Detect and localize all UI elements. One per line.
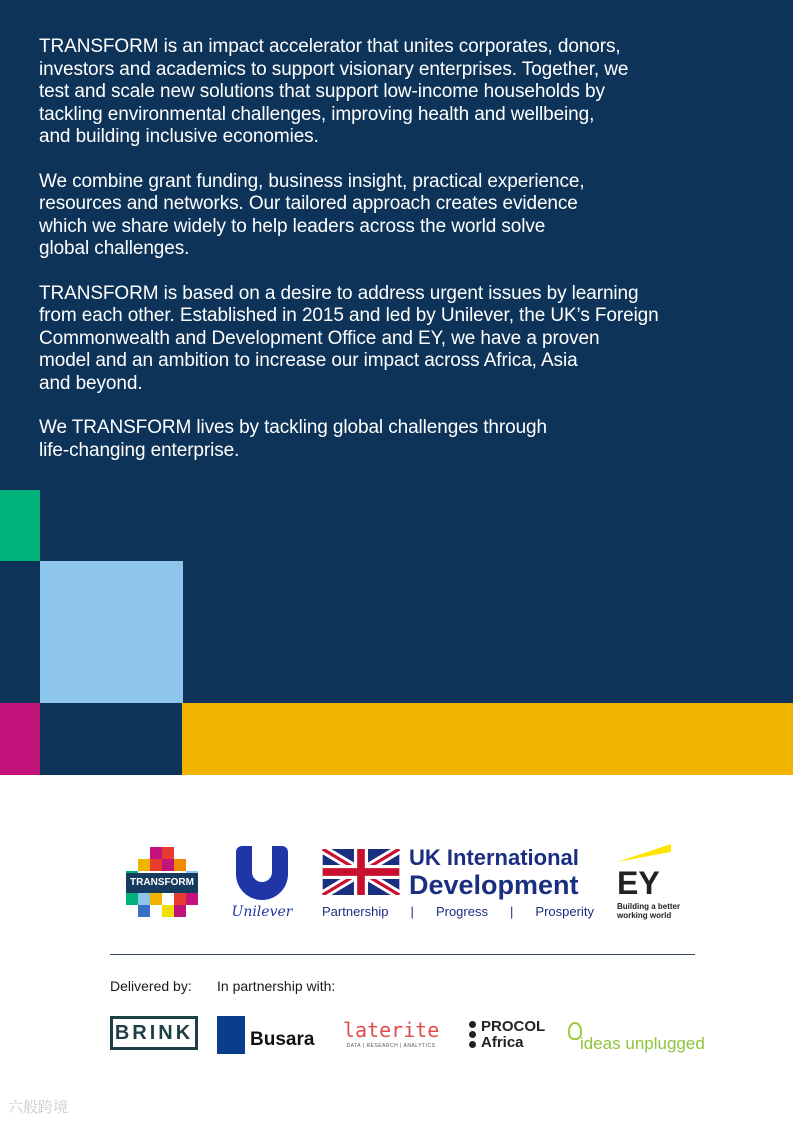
- ey-wordmark: EY: [617, 865, 660, 901]
- tagline-word: Partnership: [322, 904, 389, 919]
- transform-logo: [126, 847, 198, 919]
- paragraph-1: TRANSFORM is an impact accelerator that unites corporates, donors, investors and academics to support visionary enterprises. Together, we test and scale new solutions that support low-income households by tackling environmental challenges, improving health and wellbeing, and building inclusive economies.: [39, 36, 629, 147]
- tagline-separator: |: [510, 904, 514, 919]
- tagline-word: Progress: [435, 904, 488, 919]
- busara-wordmark: Busara: [250, 1029, 315, 1050]
- union-jack-icon: [322, 849, 400, 895]
- busara-logo: [217, 1016, 317, 1054]
- decor-green-block: [0, 490, 40, 561]
- procol-dots-icon: [469, 1021, 478, 1051]
- procol-africa-logo: [469, 1019, 549, 1055]
- ey-logo: [615, 844, 687, 924]
- procol-line2: Africa: [481, 1034, 524, 1051]
- paragraph-2: We combine grant funding, business insight, practical experience, resources and networks. Our tailored approach creates evidence which we share widely to help leaders across the world solve global challenges.: [39, 170, 585, 259]
- mission-text: [39, 36, 739, 484]
- unilever-wordmark: Unilever: [231, 904, 293, 920]
- ey-slogan: Building a better working world: [617, 902, 681, 920]
- ukid-line1: UK International: [409, 845, 579, 870]
- decor-pink-block: [0, 703, 40, 775]
- watermark: 六般跨境: [8, 1098, 69, 1116]
- ukid-tagline: [322, 904, 594, 919]
- laterite-logo: [343, 1018, 439, 1054]
- procol-line1: PROCOL: [481, 1018, 546, 1035]
- decor-yellow-bar: [182, 703, 793, 775]
- procol-wordmark: [481, 1019, 545, 1051]
- unilever-logo: [228, 846, 296, 922]
- paragraph-4: We TRANSFORM lives by tackling global challenges through life-changing enterprise.: [39, 417, 547, 461]
- uk-international-development-logo: [322, 846, 594, 922]
- ey-beam-icon: [617, 844, 671, 864]
- ideas-unplugged-logo: [568, 1020, 705, 1056]
- brink-logo: BRINK: [110, 1016, 198, 1050]
- delivered-by-label: Delivered by:: [110, 978, 192, 994]
- laterite-subtitle: DATA | RESEARCH | ANALYTICS: [346, 1043, 436, 1049]
- paragraph-3: TRANSFORM is based on a desire to address urgent issues by learning from each other. Established in 2015 and led by Unilever, the UK’s Foreign Commonwealth and Development Office and EY, we have a proven model and an ambition to increase our impact across Africa, Asia and beyond.: [39, 282, 659, 394]
- busara-mark-icon: [217, 1016, 245, 1054]
- ukid-line2: Development: [409, 870, 579, 900]
- laterite-wordmark: laterite: [343, 1018, 440, 1042]
- tagline-word: Prosperity: [535, 904, 594, 919]
- divider: [110, 954, 695, 955]
- ideas-unplugged-wordmark: ideas unplugged: [580, 1034, 705, 1053]
- decor-light-blue-block: [40, 561, 183, 703]
- unilever-u-mark: [236, 846, 288, 900]
- tagline-separator: |: [410, 904, 414, 919]
- transform-logo-text: TRANSFORM: [126, 873, 198, 893]
- in-partnership-with-label: In partnership with:: [217, 978, 336, 994]
